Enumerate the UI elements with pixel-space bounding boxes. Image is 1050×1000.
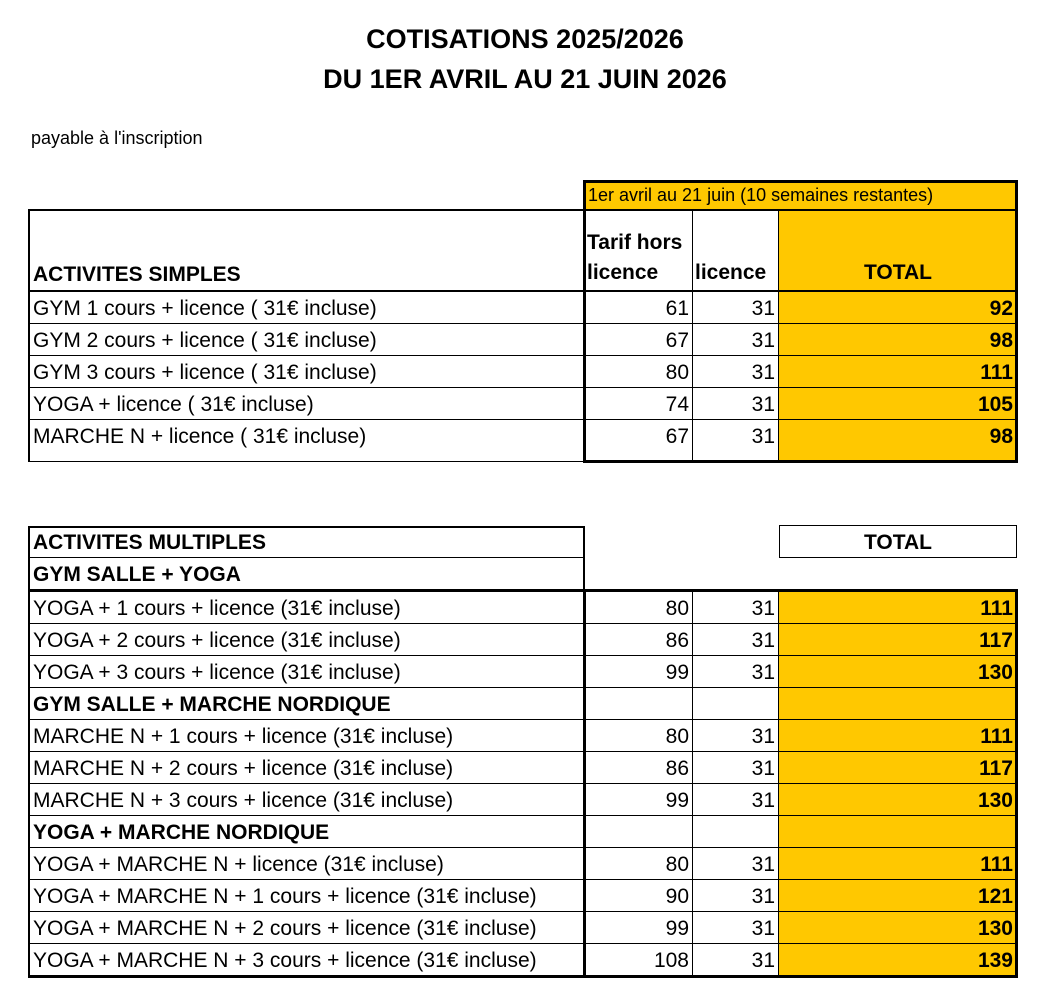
row-tarif: 99 [665, 788, 689, 812]
row-tarif: 99 [665, 916, 689, 940]
section-title: GYM SALLE + MARCHE NORDIQUE [33, 692, 391, 716]
page-subtitle: DU 1ER AVRIL AU 21 JUIN 2026 [323, 64, 727, 94]
row-label: MARCHE N + licence ( 31€ incluse) [33, 424, 367, 448]
row-label: YOGA + 1 cours + licence (31€ incluse) [33, 596, 401, 620]
row-licence: 31 [751, 392, 775, 416]
row-total: 98 [779, 420, 1015, 452]
row-licence: 31 [751, 628, 775, 652]
row-tarif: 67 [665, 424, 689, 448]
row-label: YOGA + licence ( 31€ incluse) [33, 392, 314, 416]
row-total: 111 [779, 592, 1015, 624]
col-total: TOTAL [863, 262, 933, 284]
col-licence: licence [695, 262, 767, 284]
row-tarif: 90 [665, 884, 689, 908]
row-total: 130 [779, 784, 1015, 816]
row-label: MARCHE N + 1 cours + licence (31€ incluse) [33, 724, 454, 748]
multiple-heading: ACTIVITES MULTIPLES [33, 530, 266, 554]
row-tarif: 80 [665, 596, 689, 620]
row-total: 121 [779, 880, 1015, 912]
row-label: YOGA + 3 cours + licence (31€ incluse) [33, 660, 401, 684]
row-licence: 31 [751, 756, 775, 780]
row-label: MARCHE N + 2 cours + licence (31€ incluse) [33, 756, 454, 780]
row-label: YOGA + MARCHE N + 2 cours + licence (31€ incluse) [33, 916, 537, 940]
payment-note: payable à l'inscription [31, 128, 203, 148]
row-total: 111 [779, 848, 1015, 880]
row-tarif: 61 [665, 296, 689, 320]
row-licence: 31 [751, 916, 775, 940]
row-label: YOGA + MARCHE N + licence (31€ incluse) [33, 852, 444, 876]
row-licence: 31 [751, 596, 775, 620]
row-tarif: 67 [665, 328, 689, 352]
row-total: 105 [779, 388, 1015, 420]
row-tarif: 80 [665, 852, 689, 876]
row-licence: 31 [751, 852, 775, 876]
row-licence: 31 [751, 660, 775, 684]
col-tarif-line1: Tarif hors [587, 232, 683, 254]
row-total: 130 [779, 656, 1015, 688]
row-tarif: 108 [653, 948, 689, 972]
row-licence: 31 [751, 884, 775, 908]
row-total: 92 [779, 292, 1015, 324]
row-licence: 31 [751, 788, 775, 812]
row-total: 130 [779, 912, 1015, 944]
row-total: 111 [779, 356, 1015, 388]
row-label: YOGA + MARCHE N + 1 cours + licence (31€ incluse) [33, 884, 537, 908]
section-title: GYM SALLE + YOGA [33, 562, 241, 586]
row-licence: 31 [751, 328, 775, 352]
row-licence: 31 [751, 296, 775, 320]
period-label: 1er avril au 21 juin (10 semaines restantes) [588, 185, 934, 205]
row-total: 111 [779, 720, 1015, 752]
col-tarif-line2: licence [587, 262, 659, 284]
row-tarif: 99 [665, 660, 689, 684]
row-tarif: 80 [665, 360, 689, 384]
row-tarif: 80 [665, 724, 689, 748]
row-licence: 31 [751, 424, 775, 448]
row-label: YOGA + MARCHE N + 3 cours + licence (31€ incluse) [33, 948, 537, 972]
multiple-col-total: TOTAL [863, 530, 933, 554]
simple-heading: ACTIVITES SIMPLES [33, 263, 241, 286]
row-tarif: 74 [665, 392, 689, 416]
row-total: 117 [779, 752, 1015, 784]
row-label: GYM 2 cours + licence ( 31€ incluse) [33, 328, 377, 352]
page-title: COTISATIONS 2025/2026 [366, 24, 684, 54]
row-label: MARCHE N + 3 cours + licence (31€ incluse) [33, 788, 454, 812]
row-tarif: 86 [665, 628, 689, 652]
row-licence: 31 [751, 360, 775, 384]
row-total: 139 [779, 944, 1015, 976]
row-total: 117 [779, 624, 1015, 656]
row-label: GYM 1 cours + licence ( 31€ incluse) [33, 296, 377, 320]
row-licence: 31 [751, 948, 775, 972]
row-total: 98 [779, 324, 1015, 356]
row-label: YOGA + 2 cours + licence (31€ incluse) [33, 628, 401, 652]
row-tarif: 86 [665, 756, 689, 780]
row-label: GYM 3 cours + licence ( 31€ incluse) [33, 360, 377, 384]
section-title: YOGA + MARCHE NORDIQUE [33, 820, 330, 844]
row-licence: 31 [751, 724, 775, 748]
